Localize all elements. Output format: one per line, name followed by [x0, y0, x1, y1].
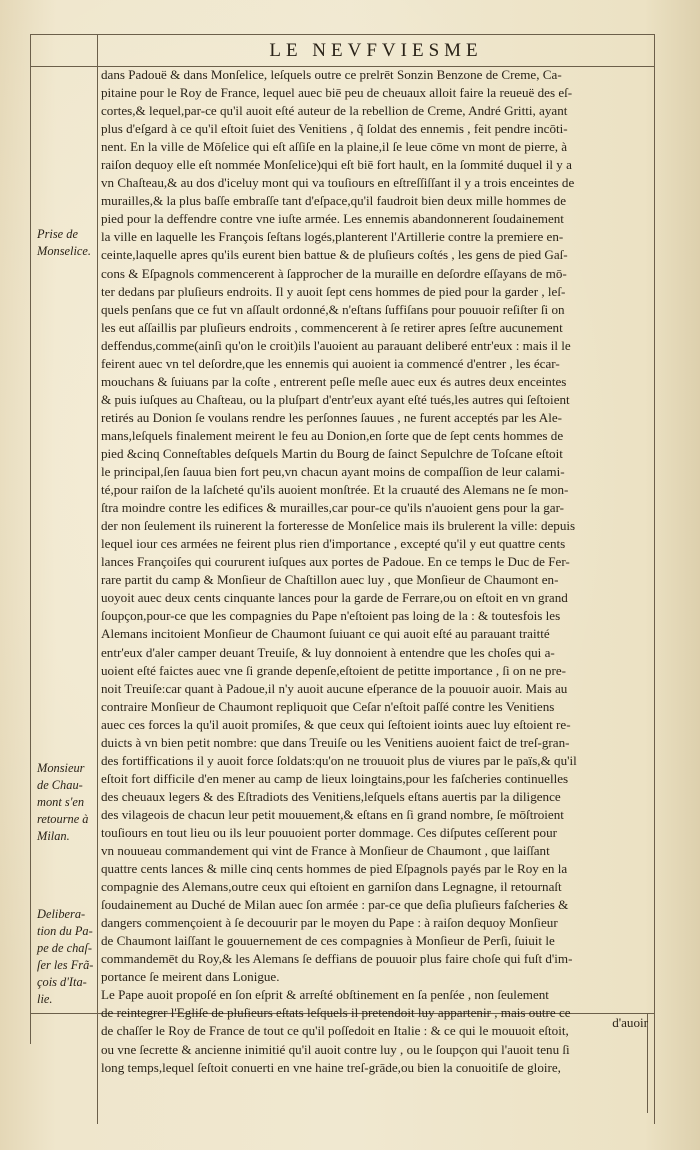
- top-rule: [30, 34, 654, 35]
- running-head: LE NEVFVIESME: [269, 40, 483, 61]
- outer-margin-rule: [30, 34, 31, 1044]
- marginal-note-deliberation-pape: Delibera- tion du Pa- pe de chaſ- ſer les Frã- çois d'Ita- lie.: [37, 907, 94, 1006]
- main-text-block: dans Padouë & dans Monſelice, leſquels outre ce prelrēt Sonzin Benzone de Creme, Ca- pitaine pour le Roy de France, lequel auec biē peu de cheuaux alloit faire la reueuë des eſ- cortes,& lequel,par-ce qu'il auoit eſté auteur de la rebellion de Creme, André Gritti, ayant plus d'eſgard à ce qu'il eſtoit ſuiet des Venitiens , q̃ ſoldat des ennemis , feit pendre incōti- nent. En la ville de Mōſelice qui eſt aſſiſe en la plaine,il ſe leue cōme vn mont de pierre, à raiſon dequoy elle eſt nommée Monſelice)qui eſt biē fort hault, en la ſommité duquel il y a vn Chaſteau,& au dos d'iceluy mont qui va touſiours en eſtreſſiſſant il y a trois enceintes de murailles,& la plus baſſe embraſſe tant d'eſpace,qu'il faudroit bien deux mille hommes de pied pour la deffendre contre vne iuſte armée. Les ennemis abandonnerent ſoudainement la ville en laquelle les François ſeſtans logés,planterent l'Artillerie contre la premiere en- ceinte,laquelle apres qu'ils eurent bien battue & de pluſieurs coſtés , les gens de pied Gaſ- cons & Eſpagnols commencerent à ſapprocher de la muraille en deſordre eſſayans de mō- ter dedans par pluſieurs endroits. Il y auoit ſept cens hommes de pied pour la garder , leſ- quels penſans que ce fut vn aſſault ordonné,& n'eſtans ſuffiſans pour pouuoir reſiſter ſi on les eut aſſaillis par pluſieurs endroits , commencerent à ſe retirer apres ſeſtre aucunement deffendus,comme(ainſi qu'on le croit)ils l'auoient au parauant deliberé entr'eux : mais il le feirent auec vn tel deſordre,que les ennemis qui auoient ia commencé d'entrer , les écar- mouchans & ſuiuans par la coſte , entrerent peſle meſle auec eux és autres deux enceintes & puis iuſques au Chaſteau, ou la pluſpart d'entr'eux ayant eſté tués,les autres qui ſeſtoient retirés au Donion ſe voulans rendre les perſonnes ſauues , ne furent acceptés par les Ale- mans,leſquels finalement meirent le feu au Donion,en ſorte que de ſept cents hommes de pied &cinq Conneſtables deſquels Martin du Bourg de ſainct Sepulchre de Toſcane eſtoit le principal,ſen ſauua bien fort peu,vn chacun ayant moins de compaſſion de leur calami- té,pour raiſon de la laſcheté qu'ils auoient monſtrée. Et la cruauté des Alemans ne ſe mon- ſtra moindre contre les edifices & murailles,car pour-ce qu'ils n'auoient gens pour la gar- der non ſeulement ils ruinerent la forteresse de Monſelice mais ils brulerent la ville: depuis lequel iour ces armées ne feirent plus rien d'importance , excepté qu'il y eut quattre cents lances Françoiſes qui coururent iuſques aux portes de Padoue. En ce temps le Duc de Fer- rare partit du camp & Monſieur de Chaſtillon auec luy , que Monſieur de Chaumont en- uoyoit auec deux cents cinquante lances pour la garde de Ferrare,ou on eſtoit en vn grand ſoupçon,pour-ce que les compagnies du Pape n'eſtoient pas loing de la : & toutesfois les Alemans incitoient Monſieur de Chaumont ſuiuant ce qui auoit eſté au parauant traitté entr'eux d'aler camper deuant Treuiſe, & luy donnoient à entendre que les choſes qui a- uoient eſté faictes auec vne ſi grande depenſe,eſtoient de petitte importance , ſi on ne pre- noit Treuiſe:car quant à Padoue,il n'y auoit aucune eſperance de la pouuoir auoir. Mais au contraire Monſieur de Chaumont repliquoit que Ceſar n'eſtoit paſſé contre les Venitiens auec ces forces la qu'il auoit promiſes, & que ceux qui ſeſtoient ioints auec luy eſtoient re- duicts à vn bien petit nombre: que dans Treuiſe ou les Venitiens auoient faict de treſ-gran- des fortiffications il y auoit force ſoldats:qu'on ne trouuoit plus de viures par le païs,& qu'il eſtoit fort difficile d'en mener au camp de lieux loingtains,pour les faſcheries continuelles des cheuaux legers & des Eſtradiots des Venitiens,leſquels eſtans auertis par la diligence des vilageois de chacun leur petit mouuement,& eſtans en ſi grand nombre, ſe mōſtroient touſiours en tout lieu ou ils leur pouuoient porter dommage. Ces diſputes ceſſerent pour vn nouueau commandement qui vint de France à Monſieur de Chaumont , que laiſſant quattre cents lances & mille cinq cents hommes de pied Eſpagnols payés par le Roy en la compagnie des Alemans,outre ceux qui eſtoient en garniſon dans Legnagne, il retournaſt ſoudainement au Duché de Milan auec ſon armée : par-ce que deſia pluſieurs faſcheries & dangers commençoient à ſe decouurir par le moyen du Pape : à raiſon dequoy Monſieur de Chaumont laiſſant le gouuernement de ces compagnies à Monſieur de Perſi, ſuiuit le commandemēt du Roy,& les Alemans ſe deffians de pouuoir plus faire choſe qui fuſt d'im- portance ſe meirent dans Lonigue. Le Pape auoit propoſé en ſon eſprit & arreſté obſtinement en ſa penſée , non ſeulement de reintegrer l'Egliſe de pluſieurs eſtats leſquels il pretendoit luy appartenir , mais outre ce de chaſſer le Roy de France de tout ce qu'il poſſedoit en Italie : & ce qui le mouuoit eſtoit, ou vne ſecrette & ancienne inimitié qu'il auoit contre luy , ou le ſoupçon qui l'auoit tenu ſi long temps,lequel ſeſtoit conuerti en vne haine treſ-grāde,ou bien la conuoitiſe de gloire,: [101, 67, 577, 1075]
- right-margin-rule: [654, 34, 655, 1124]
- inner-margin-rule: [97, 34, 98, 1124]
- catchword: d'auoir: [612, 1015, 648, 1030]
- marginal-note-chaumont-milan: Monsieur de Chau- mont s'en retourne à Milan.: [37, 761, 89, 843]
- marginal-note-prise-monselice: Prise de Monselice.: [37, 227, 92, 258]
